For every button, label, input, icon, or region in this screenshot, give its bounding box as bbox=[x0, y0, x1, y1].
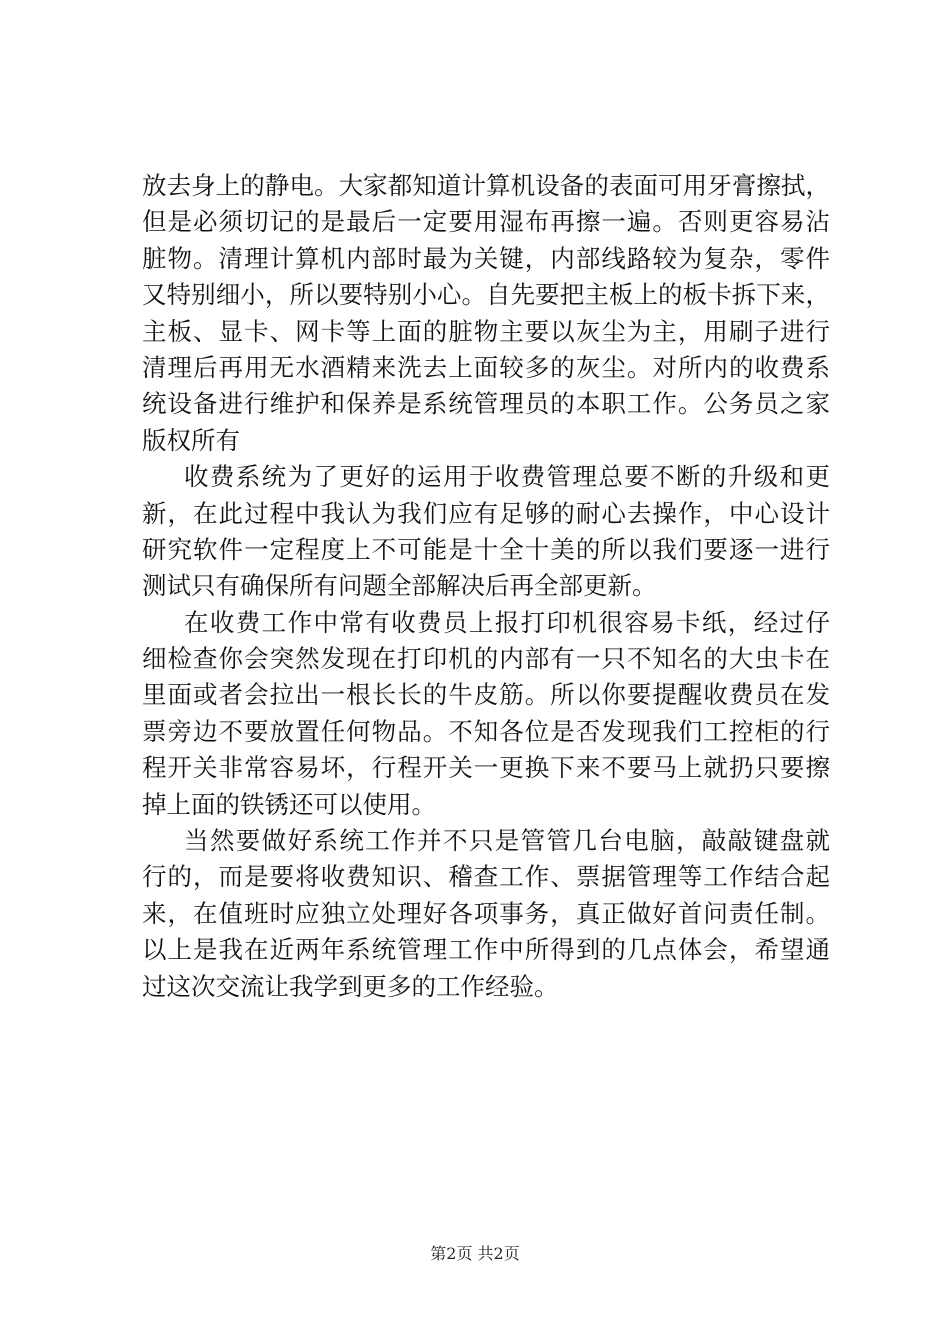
paragraph-line: 新，在此过程中我认为我们应有足够的耐心去操作，中心设计 bbox=[142, 498, 830, 528]
paragraph-line: 程开关非常容易坏，行程开关一更换下来不要马上就扔只要擦 bbox=[142, 753, 830, 783]
paragraph-line: 版权所有 bbox=[142, 425, 240, 455]
paragraph-line: 过这次交流让我学到更多的工作经验。 bbox=[142, 971, 559, 1001]
paragraph bbox=[142, 605, 830, 823]
paragraph-line: 测试只有确保所有问题全部解决后再全部更新。 bbox=[142, 571, 657, 601]
paragraph-line: 主板、显卡、网卡等上面的脏物主要以灰尘为主，用刷子进行 bbox=[142, 316, 830, 346]
paragraph-line: 放去身上的静电。大家都知道计算机设备的表面可用牙膏擦拭， bbox=[142, 171, 830, 200]
paragraph-line: 行的，而是要将收费知识、稽查工作、票据管理等工作结合起 bbox=[142, 862, 830, 892]
paragraph-line: 收费系统为了更好的运用于收费管理总要不断的升级和更 bbox=[184, 462, 830, 492]
paragraph-line: 里面或者会拉出一根长长的牛皮筋。所以你要提醒收费员在发 bbox=[142, 680, 830, 710]
document-body bbox=[142, 168, 830, 1005]
paragraph-line: 统设备进行维护和保养是系统管理员的本职工作。公务员之家 bbox=[142, 389, 830, 419]
paragraph-line: 又特别细小，所以要特别小心。自先要把主板上的板卡拆下来， bbox=[142, 280, 830, 310]
paragraph-line: 以上是我在近两年系统管理工作中所得到的几点体会，希望通 bbox=[142, 935, 830, 965]
paragraph bbox=[142, 823, 830, 1005]
paragraph-line: 清理后再用无水酒精来洗去上面较多的灰尘。对所内的收费系 bbox=[142, 352, 830, 382]
paragraph-line: 当然要做好系统工作并不只是管管几台电脑，敲敲键盘就 bbox=[184, 826, 830, 856]
paragraph-line: 在收费工作中常有收费员上报打印机很容易卡纸，经过仔 bbox=[184, 607, 830, 637]
paragraph-line: 但是必须切记的是最后一定要用湿布再擦一遍。否则更容易沾 bbox=[142, 207, 830, 237]
paragraph-line: 票旁边不要放置任何物品。不知各位是否发现我们工控柜的行 bbox=[142, 716, 830, 746]
paragraph-line: 掉上面的铁锈还可以使用。 bbox=[142, 789, 436, 819]
paragraph-line: 脏物。清理计算机内部时最为关键，内部线路较为复杂，零件 bbox=[142, 243, 830, 273]
paragraph-line: 研究软件一定程度上不可能是十全十美的所以我们要逐一进行 bbox=[142, 534, 830, 564]
page-footer: 第2页 共2页 bbox=[430, 1244, 520, 1263]
paragraph-line: 细检查你会突然发现在打印机的内部有一只不知名的大虫卡在 bbox=[142, 644, 830, 674]
paragraph bbox=[142, 168, 830, 459]
paragraph bbox=[142, 459, 830, 605]
paragraph-line: 来，在值班时应独立处理好各项事务，真正做好首问责任制。 bbox=[142, 898, 830, 928]
